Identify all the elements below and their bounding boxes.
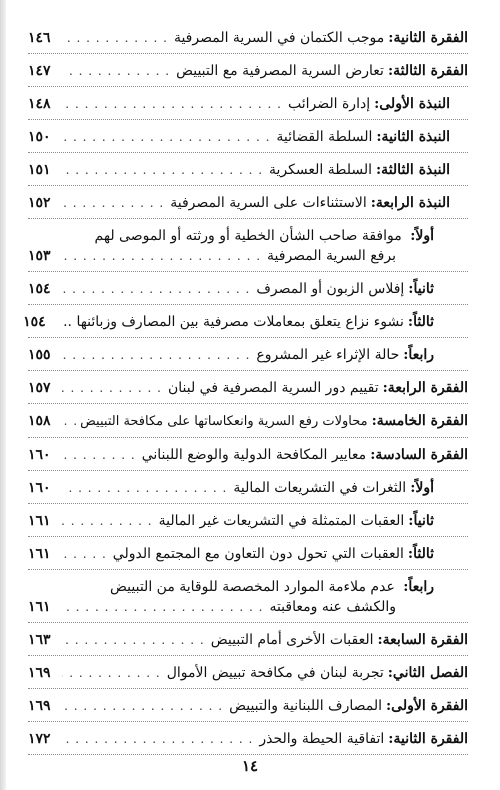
toc-entry[interactable]	[28, 445, 468, 471]
toc-entry-label: ثالثاً:	[407, 546, 434, 562]
toc-entry[interactable]	[28, 544, 468, 570]
toc-entry-title: موافقة صاحب الشأن الخطية أو ورثته أو الموصى لهم	[94, 228, 402, 244]
toc-entry-chapter[interactable]	[28, 663, 468, 689]
toc-entry-title: إدارة الضرائب	[287, 96, 371, 112]
toc-entry-label: الفقرة الرابعة:	[382, 380, 468, 396]
page-gutter-shadow	[0, 0, 6, 790]
toc-entry-title: حالة الإثراء غير المشروع	[256, 347, 400, 363]
toc-entry-label: النبذة الثالثة:	[376, 162, 450, 178]
toc-entry-page: ١٦١	[28, 599, 51, 615]
toc-entry-page: ١٥٤	[23, 314, 46, 330]
toc-entry-title: تجربة لبنان في مكافحة تبييض الأموال	[166, 665, 384, 681]
leader-dots	[62, 160, 263, 180]
toc-entry-label: أولاً:	[410, 480, 434, 496]
toc-entry[interactable]	[28, 577, 468, 623]
toc-entry[interactable]	[28, 511, 468, 537]
table-of-contents	[23, 28, 468, 762]
toc-entry[interactable]	[28, 94, 468, 120]
toc-entry-page: ١٦٣	[28, 632, 51, 648]
leader-dots	[62, 478, 227, 498]
leader-dots	[62, 663, 161, 683]
toc-entry-label: ثانياً:	[408, 513, 434, 529]
toc-entry[interactable]	[28, 193, 468, 219]
toc-entry-title: موجب الكتمان في السرية المصرفية	[173, 30, 385, 46]
toc-entry-label: النبذة الثانية:	[376, 129, 450, 145]
toc-entry[interactable]	[28, 28, 468, 54]
toc-entry-label: رابعاً:	[403, 579, 434, 595]
leader-dots	[62, 345, 250, 365]
toc-entry-page: ١٤٨	[28, 96, 51, 112]
toc-entry[interactable]	[28, 696, 468, 722]
toc-entry-title: اتفاقية الحيطة والحذر	[259, 731, 385, 747]
toc-entry-page: ١٦٠	[28, 447, 51, 463]
toc-entry-label: الفقرة السادسة:	[370, 447, 468, 463]
toc-entry-page: ١٤٦	[28, 30, 51, 46]
leader-dots	[62, 630, 205, 650]
toc-entry-page: ١٥٢	[28, 195, 51, 211]
toc-entry[interactable]	[28, 378, 468, 404]
toc-entry-page: ١٦٠	[28, 480, 51, 496]
toc-entry-title: معايير المكافحة الدولية والوضع اللبناني	[141, 447, 367, 463]
toc-entry-page: ١٦١	[28, 513, 51, 529]
leader-dots	[62, 544, 107, 564]
toc-entry-title: نشوء نزاع يتعلق بمعاملات مصرفية بين المصارف وزبائنها ..	[63, 314, 404, 330]
toc-entry-label: رابعاً:	[403, 347, 434, 363]
toc-entry-page: ١٥١	[28, 162, 51, 178]
toc-entry-page: ١٦٩	[28, 665, 51, 681]
toc-entry-title: العقبات التي تحول دون التعاون مع المجتمع الدولي	[112, 546, 404, 562]
leader-dots	[62, 729, 253, 749]
toc-entry[interactable]	[28, 729, 468, 755]
toc-entry-page: ١٥٤	[28, 281, 51, 297]
toc-entry-title: العقبات المتمثلة في التشريعات غير المالية	[158, 513, 405, 529]
toc-entry-title-continued: والكشف عنه ومعاقبته	[269, 599, 396, 615]
leader-dots	[62, 279, 250, 299]
toc-entry-title: الثغرات في التشريعات المالية	[233, 480, 407, 496]
toc-entry[interactable]	[28, 279, 468, 305]
toc-entry[interactable]	[28, 478, 468, 504]
toc-entry-label: الفقرة الخامسة:	[371, 413, 468, 429]
toc-entry-label: الفقرة السابعة:	[377, 632, 468, 648]
leader-dots	[62, 94, 282, 114]
toc-entry-label: أولاً:	[410, 228, 434, 244]
leader-dots	[62, 445, 136, 465]
toc-entry-page: ١٧٢	[28, 731, 51, 747]
toc-entry-title: محاولات رفع السرية وانعكاساتها على مكافحة التبييض	[80, 414, 368, 429]
toc-entry-title: تقييم دور السرية المصرفية في لبنان	[167, 380, 379, 396]
leader-dots	[62, 597, 263, 617]
toc-entry-title: المصارف اللبنانية والتبييض	[229, 698, 382, 714]
toc-entry-title: الاستثناءات على السرية المصرفية	[170, 195, 367, 211]
toc-entry[interactable]	[23, 312, 468, 338]
toc-entry[interactable]	[28, 630, 468, 656]
toc-entry-title: العقبات الأخرى أمام التبييض	[210, 632, 374, 648]
toc-entry-label: الفقرة الثالثة:	[387, 63, 468, 79]
toc-entry-label: الفقرة الثانية:	[388, 30, 468, 46]
toc-entry-label: الفصل الثاني:	[387, 665, 468, 681]
page-number: ١٤	[241, 757, 259, 775]
toc-entry-page: ١٥٧	[28, 380, 51, 396]
leader-dots	[62, 511, 153, 531]
leader-dots	[62, 696, 223, 716]
toc-entry-title: السلطة القضائية	[276, 129, 373, 145]
toc-entry-label: النبذة الأولى:	[374, 96, 450, 112]
toc-entry-label: النبذة الرابعة:	[370, 195, 450, 211]
toc-entry[interactable]	[28, 160, 468, 186]
toc-entry-label: ثانياً:	[408, 281, 434, 297]
toc-entry-label: الفقرة الثانية:	[388, 731, 468, 747]
toc-entry[interactable]	[28, 61, 468, 87]
leader-dots	[62, 61, 170, 81]
leader-dots	[58, 411, 78, 431]
toc-entry-label: الفقرة الأولى:	[386, 698, 468, 714]
toc-entry-title: إفلاس الزبون أو المصرف	[256, 281, 405, 297]
toc-entry-title: السلطة العسكرية	[269, 162, 373, 178]
toc-entry-title: عدم ملاءمة الموارد المخصصة للوقاية من التبييض	[110, 579, 395, 595]
toc-entry-title: تعارض السرية المصرفية مع التبييض	[176, 63, 384, 79]
toc-entry-page: ١٥٥	[28, 347, 51, 363]
toc-entry[interactable]	[28, 411, 468, 438]
toc-entry-page: ١٥٨	[28, 413, 51, 429]
toc-entry-title-continued: برفع السرية المصرفية	[267, 248, 396, 264]
toc-entry-page: ١٦٩	[28, 698, 51, 714]
toc-entry-page: ١٥٣	[28, 248, 51, 264]
toc-entry-page: ١٥٠	[28, 129, 51, 145]
toc-entry[interactable]	[28, 345, 468, 371]
toc-entry-label: ثالثاً:	[407, 314, 434, 330]
leader-dots	[62, 193, 164, 213]
toc-entry-page: ١٤٧	[28, 63, 51, 79]
leader-dots	[62, 28, 168, 48]
leader-dots	[62, 378, 162, 398]
toc-entry[interactable]	[28, 226, 468, 272]
toc-entry[interactable]	[28, 127, 468, 153]
leader-dots	[62, 127, 270, 147]
leader-dots	[62, 246, 261, 266]
toc-entry-page: ١٦١	[28, 546, 51, 562]
